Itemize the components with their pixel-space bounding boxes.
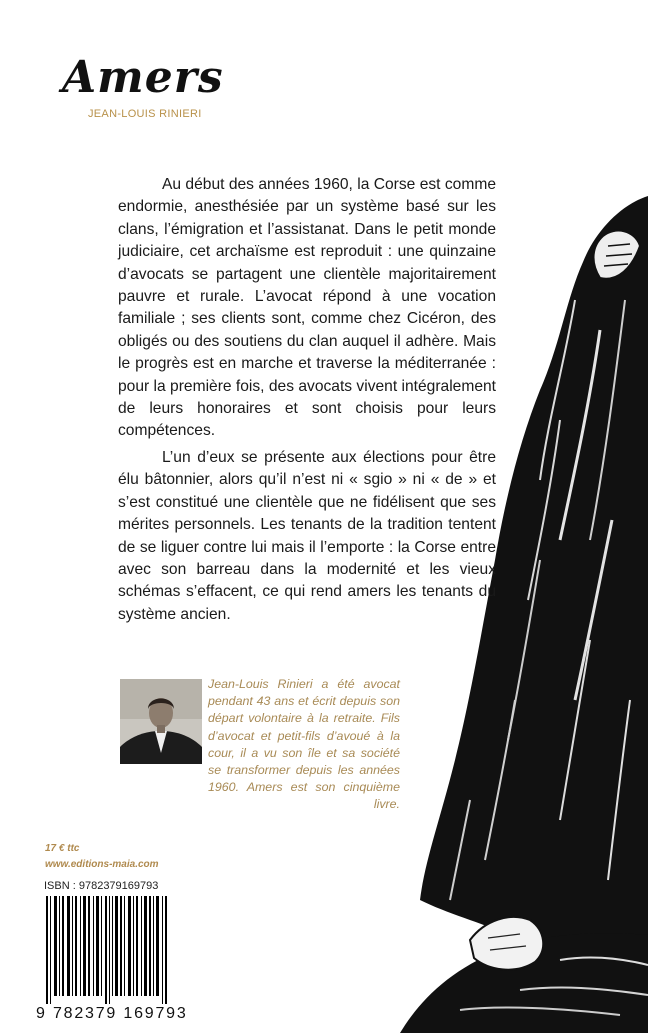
author-biography: Jean-Louis Rinieri a été avocat pendant 43 ans et écrit depuis son départ volontaire à la retraite. Fils d’avocat et petit-fils d’avoué à la cour, il a vu son île et sa société se transformer depuis les années 1960. Amers est son cinquième livre. <box>208 677 400 812</box>
back-cover-summary <box>118 174 496 626</box>
author-photo <box>120 679 202 764</box>
summary-paragraph: Au début des années 1960, la Corse est comme endormie, anesthésiée par un système basé sur les clans, l’émigration et l’assistanat. Dans le petit monde judiciaire, cet archaïsme est reproduit : une quinzaine d’avocats se partagent une clientèle majoritairement pauvre et rurale. L’avocat répond à une vocation familiale ; ses clients sont, comme chez Cicéron, des obligés ou des soutiens du clan auquel il adhère. Mais le progrès est en marche et traverse la méditerranée : pour la première fois, des avocats vivent intégralement de leurs honoraires et sont choisis pour leurs compétences. <box>118 176 496 440</box>
isbn: ISBN : 9782379169793 <box>44 880 159 892</box>
barcode-digits: 9 782379 169793 <box>36 1005 188 1022</box>
book-title: Amers <box>62 52 224 103</box>
price: 17 € ttc <box>45 843 80 854</box>
publisher-website[interactable]: www.editions-maia.com <box>45 859 159 870</box>
barcode-icon <box>44 896 172 1004</box>
author-name: JEAN-LOUIS RINIERI <box>88 108 202 120</box>
summary-paragraph: L’un d’eux se présente aux élections pour être élu bâtonnier, alors qu’il n’est ni « sgio » ni « de » et s’est constitué une clientèle que ne fidélisent que ses mérites personnels. Les tenants de la tradition tentent de se liguer contre lui mais il l’emporte : la Corse entre avec son barreau dans la modernité et les vieux schémas s’effacent, ce qui rend amers les tenants du système ancien. <box>118 448 496 623</box>
